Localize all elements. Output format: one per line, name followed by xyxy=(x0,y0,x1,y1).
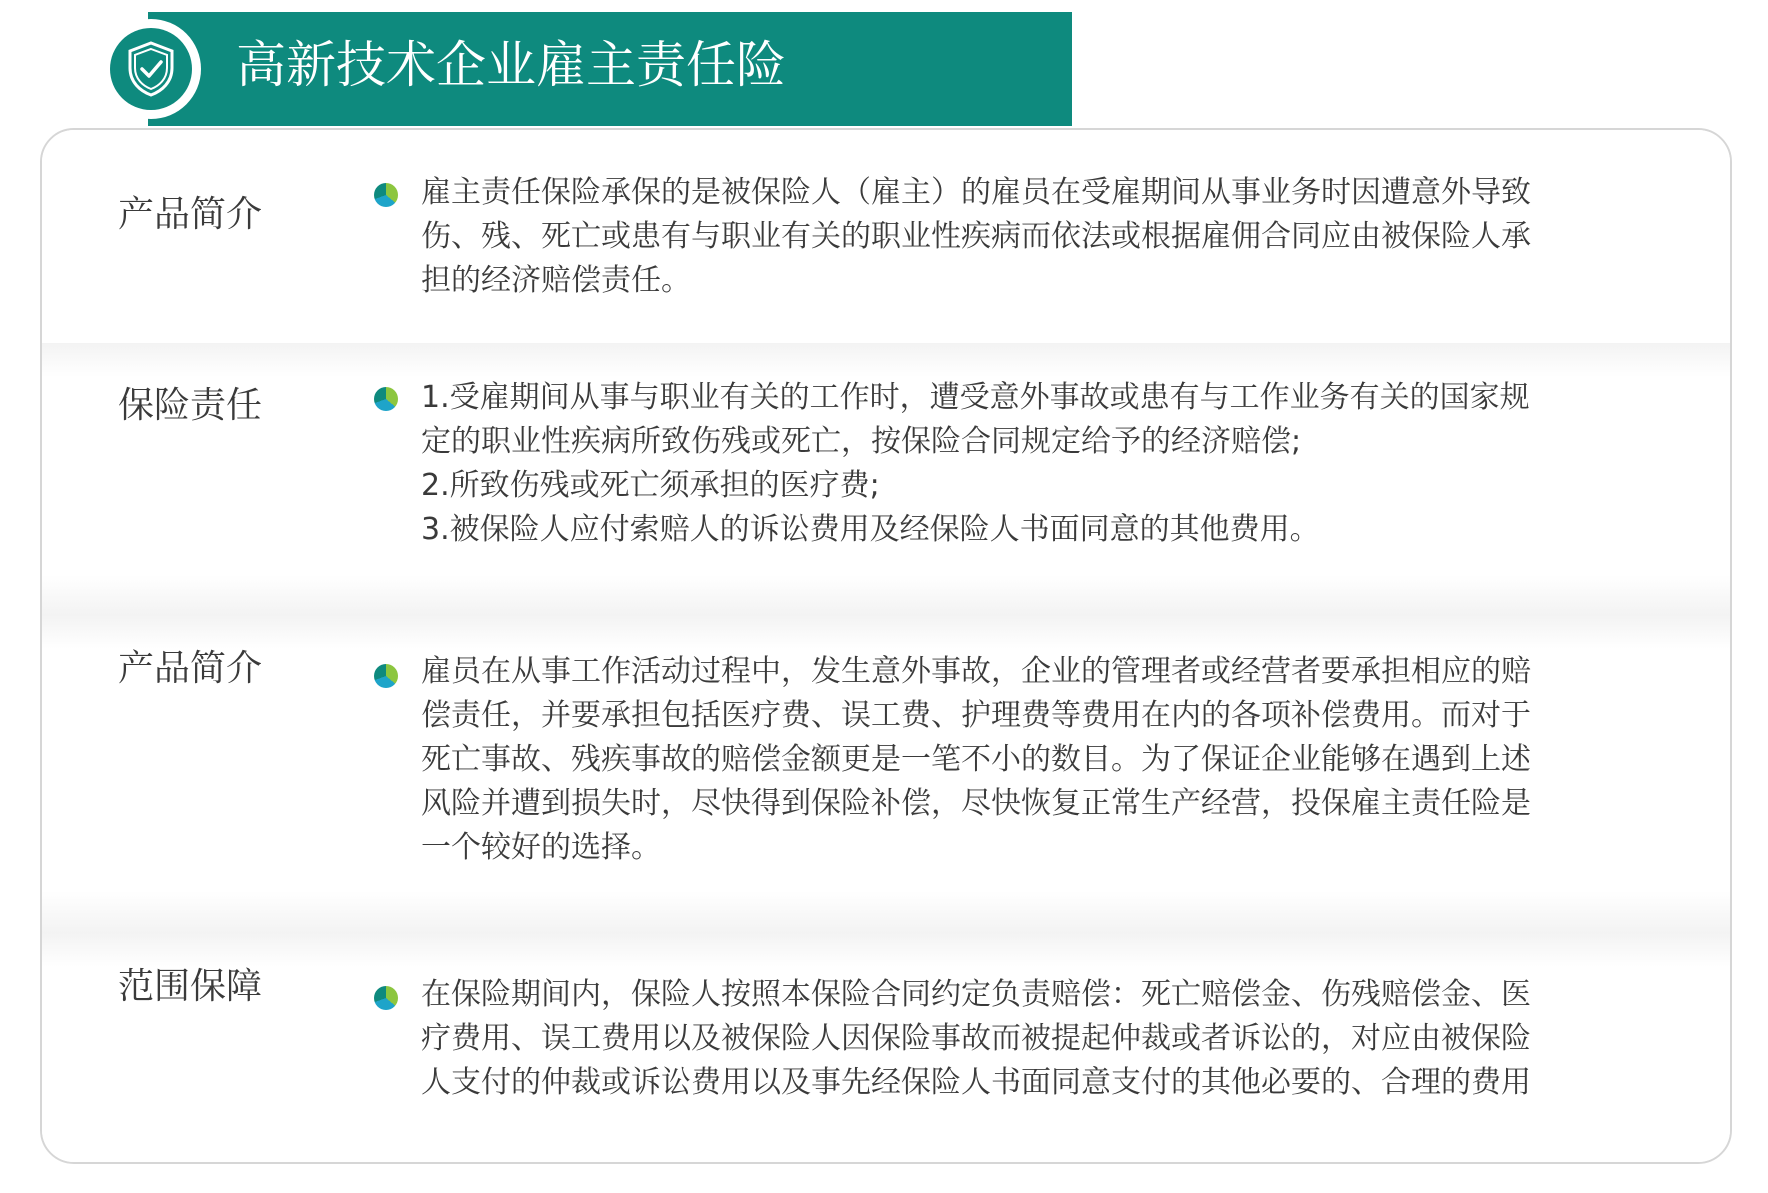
content-card xyxy=(40,128,1732,1164)
section-scope-protection xyxy=(42,933,1730,1164)
text-line: 风险并遭到损失时，尽快得到保险补偿，尽快恢复正常生产经营，投保雇主责任险是 xyxy=(421,786,1531,821)
text-line: 3.被保险人应付索赔人的诉讼费用及经保险人书面同意的其他费用。 xyxy=(421,512,1320,547)
text-line: 1.受雇期间从事与职业有关的工作时，遭受意外事故或患有与工作业务有关的国家规 xyxy=(421,380,1530,415)
text-line: 死亡事故、残疾事故的赔偿金额更是一笔不小的数目。为了保证企业能够在遇到上述 xyxy=(421,742,1531,777)
section-coverage-liability xyxy=(42,343,1730,615)
bullet-dot-icon xyxy=(374,986,398,1010)
text-line: 伤、残、死亡或患有与职业有关的职业性疾病而依法或根据雇佣合同应由被保险人承 xyxy=(421,219,1531,254)
text-line: 偿责任，并要承担包括医疗费、误工费、护理费等费用在内的各项补偿费用。而对于 xyxy=(421,698,1531,733)
section-product-intro-2 xyxy=(42,615,1730,933)
text-line: 疗费用、误工费用以及被保险人因保险事故而被提起仲裁或者诉讼的，对应由被保险 xyxy=(421,1021,1531,1056)
bullet-dot-icon xyxy=(374,183,398,207)
text-line: 雇员在从事工作活动过程中，发生意外事故，企业的管理者或经营者要承担相应的赔 xyxy=(421,654,1531,689)
text-line: 一个较好的选择。 xyxy=(421,830,661,865)
section-label: 保险责任 xyxy=(118,385,263,426)
text-line: 雇主责任保险承保的是被保险人（雇主）的雇员在受雇期间从事业务时因遭意外导致 xyxy=(421,175,1531,210)
section-text xyxy=(421,171,1671,303)
section-label: 产品简介 xyxy=(118,194,263,235)
shield-check-icon xyxy=(110,28,192,110)
text-line: 2.所致伤残或死亡须承担的医疗费; xyxy=(421,468,880,503)
section-text xyxy=(421,973,1671,1105)
text-line: 担的经济赔偿责任。 xyxy=(421,263,691,298)
bullet-dot-icon xyxy=(374,387,398,411)
bullet-dot-icon xyxy=(374,664,398,688)
text-line: 人支付的仲裁或诉讼费用以及事先经保险人书面同意支付的其他必要的、合理的费用 xyxy=(421,1065,1531,1100)
section-product-intro xyxy=(42,130,1730,343)
section-label: 范围保障 xyxy=(118,966,263,1007)
text-line: 在保险期间内，保险人按照本保险合同约定负责赔偿：死亡赔偿金、伤残赔偿金、医 xyxy=(421,977,1531,1012)
section-label: 产品简介 xyxy=(118,648,263,689)
section-text xyxy=(421,376,1671,552)
page-title: 高新技术企业雇主责任险 xyxy=(236,36,786,94)
text-line: 定的职业性疾病所致伤残或死亡，按保险合同规定给予的经济赔偿; xyxy=(421,424,1302,459)
section-text xyxy=(421,650,1671,870)
